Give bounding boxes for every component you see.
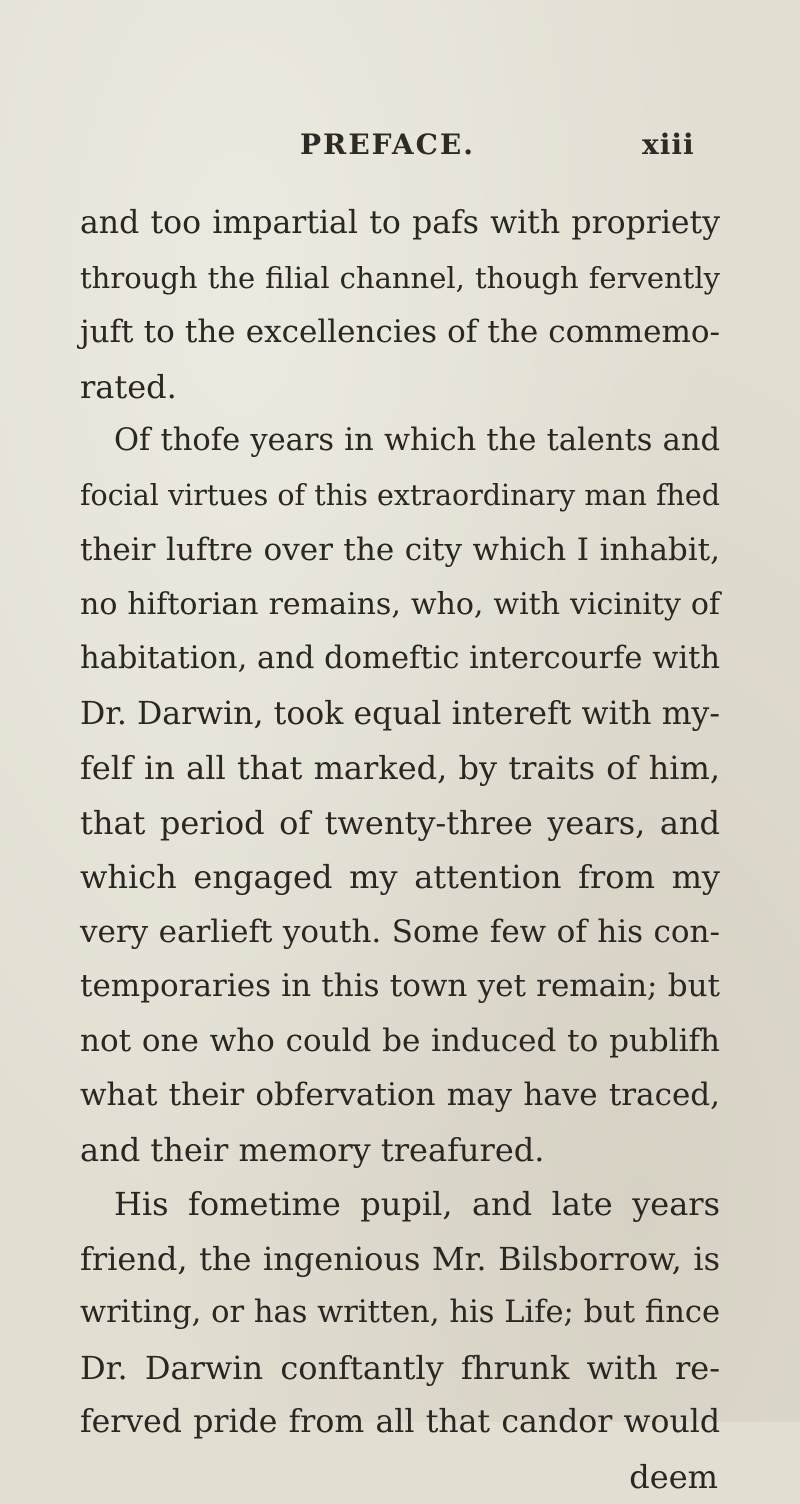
text-line: their luftre over the city which I inhabit, (80, 523, 720, 578)
paragraph-start-line: His fometime pupil, and late years (80, 1177, 720, 1232)
body-text (80, 196, 720, 1504)
text-line: writing, or has written, his Life; but fince (80, 1286, 720, 1341)
text-line: rated. (80, 360, 720, 415)
text-line: Dr. Darwin, took equal intereft with my- (80, 687, 720, 742)
text-line: what their obfervation may have traced, (80, 1068, 720, 1123)
text-line: focial virtues of this extraordinary man fhed (80, 469, 720, 524)
text-line: juft to the excellencies of the commemo- (80, 305, 720, 360)
page-number: xiii (642, 128, 695, 161)
text-line: through the filial channel, though fervently (80, 251, 720, 306)
text-line: that period of twenty-three years, and (80, 796, 720, 851)
text-line: temporaries in this town yet remain; but (80, 959, 720, 1014)
page-header (0, 128, 800, 168)
text-line: which engaged my attention from my (80, 850, 720, 905)
text-line: very earlieft youth. Some few of his con- (80, 905, 720, 960)
text-line: friend, the ingenious Mr. Bilsborrow, is (80, 1232, 720, 1287)
text-line: and too impartial to pafs with propriety (80, 196, 720, 251)
paragraph-start-line: Of thofe years in which the talents and (80, 414, 720, 469)
text-line: felf in all that marked, by traits of him, (80, 741, 720, 796)
text-line: Dr. Darwin conftantly fhrunk with re- (80, 1341, 720, 1396)
text-line: ferved pride from all that candor would (80, 1395, 720, 1450)
catchword: deem (80, 1450, 720, 1504)
running-head: PREFACE. (300, 128, 475, 161)
text-line: and their memory treafured. (80, 1123, 720, 1178)
text-line: habitation, and domeftic intercourfe with (80, 632, 720, 687)
text-line: no hiftorian remains, who, with vicinity of (80, 578, 720, 633)
text-line: not one who could be induced to publifh (80, 1014, 720, 1069)
